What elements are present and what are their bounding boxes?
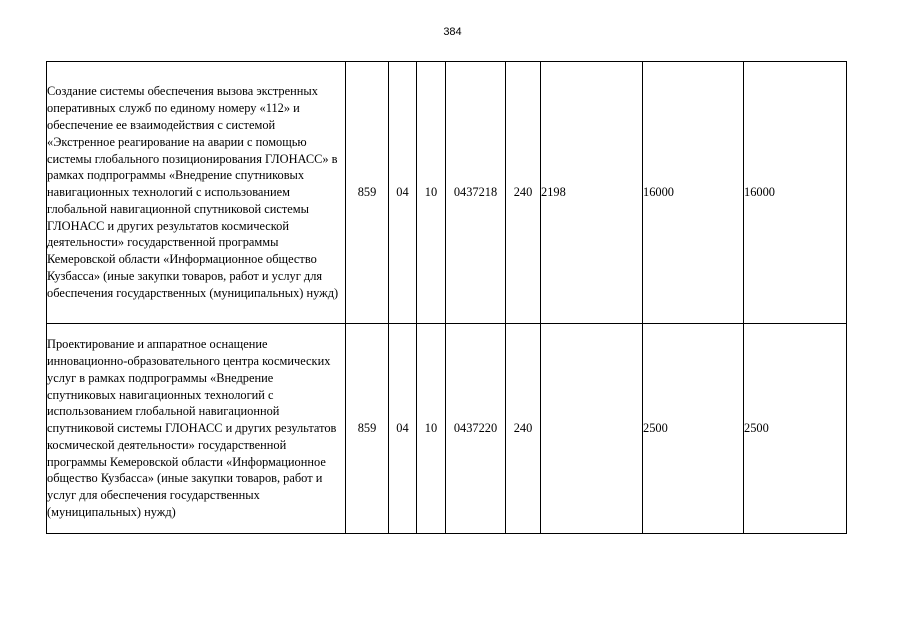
subsection-code: 10	[417, 324, 446, 534]
table-row	[47, 62, 847, 324]
ministry-code: 859	[346, 62, 389, 324]
amount-3: 16000	[744, 62, 847, 324]
subsection-code: 10	[417, 62, 446, 324]
amount-1	[541, 324, 643, 534]
amount-2: 16000	[643, 62, 744, 324]
ministry-code: 859	[346, 324, 389, 534]
target-article-code: 0437218	[446, 62, 506, 324]
section-code: 04	[389, 62, 417, 324]
row-description: Проектирование и аппаратное оснащение инновационно-образовательного центра космических услуг в рамках подпрограммы «Внедрение спутниковых навигационных технологий с использованием глобальной навигационной спутниковой системы ГЛОНАСС и других результатов космической деятельности» государственной программы Кемеровской области «Информационное общество Кузбасса» (иные закупки товаров, работ и услуг для обеспечения государственных (муниципальных) нужд)	[47, 324, 346, 534]
amount-2: 2500	[643, 324, 744, 534]
budget-table	[46, 61, 847, 534]
section-code: 04	[389, 324, 417, 534]
amount-3: 2500	[744, 324, 847, 534]
row-description: Создание системы обеспечения вызова экстренных оперативных служб по единому номеру «112» и обеспечение ее взаимодействия с системой «Экстренное реагирование на аварии с помощью системы глобального позиционирования ГЛОНАСС» в рамках подпрограммы «Внедрение спутниковых навигационных технологий с использованием глобальной навигационной спутниковой системы ГЛОНАСС и других результатов космической деятельности» государственной программы Кемеровской области «Информационное общество Кузбасса» (иные закупки товаров, работ и услуг для обеспечения государственных (муниципальных) нужд)	[47, 62, 346, 324]
expense-type-code: 240	[506, 62, 541, 324]
expense-type-code: 240	[506, 324, 541, 534]
table-row	[47, 324, 847, 534]
target-article-code: 0437220	[446, 324, 506, 534]
page-number: 384	[443, 26, 462, 38]
amount-1: 2198	[541, 62, 643, 324]
